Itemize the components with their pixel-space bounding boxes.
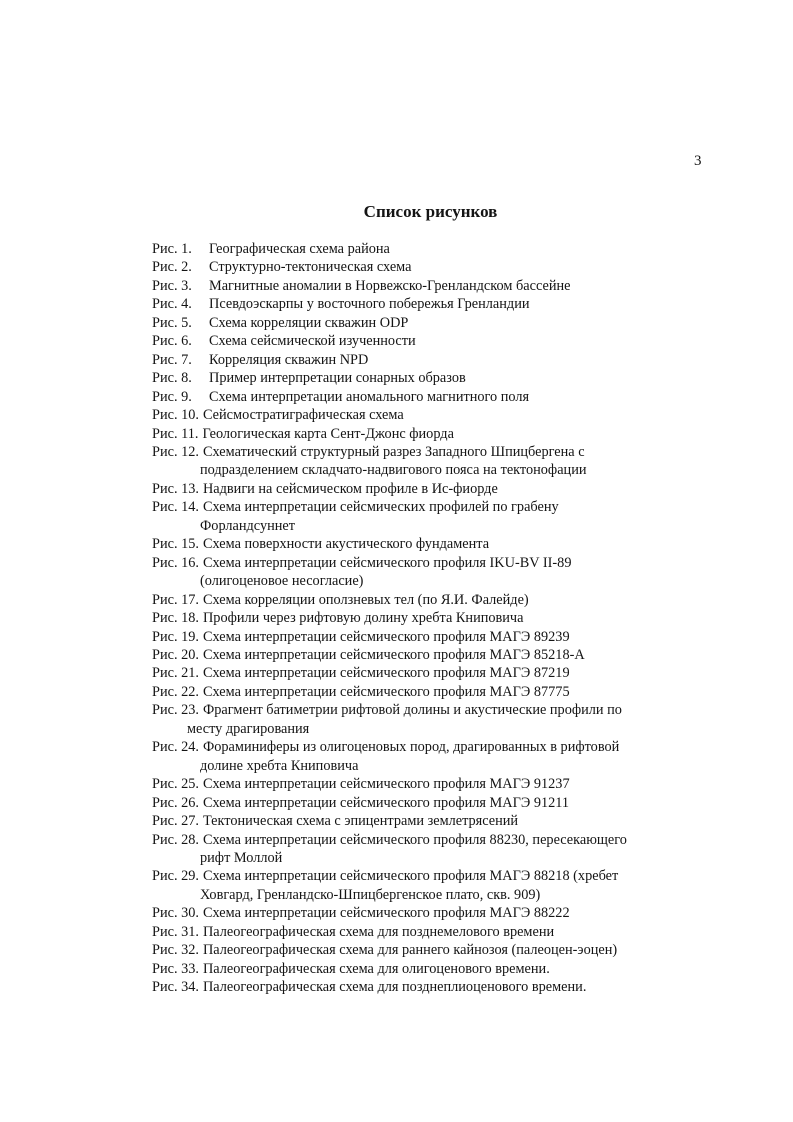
figure-item	[152, 701, 712, 738]
figure-item	[152, 554, 712, 591]
figure-number: Рис. 31.	[152, 923, 199, 940]
figure-number: Рис. 23.	[152, 702, 199, 719]
figure-caption: Структурно-тектоническая схема	[209, 259, 412, 276]
figure-number: Рис. 17.	[152, 591, 199, 608]
figure-number: Рис. 27.	[152, 813, 199, 830]
figure-item	[152, 240, 712, 258]
figure-caption: Схема интерпретации сейсмического профиля МАГЭ 87219	[202, 665, 570, 682]
figure-caption: Палеогеографическая схема для раннего кайнозоя (палеоцен-эоцен)	[202, 942, 618, 959]
figure-caption: Схема сейсмической изученности	[209, 333, 416, 350]
figure-number: Рис. 7.	[152, 351, 192, 368]
figure-item	[152, 351, 712, 369]
figure-number: Рис. 10.	[152, 407, 199, 424]
figure-caption: Схема интерпретации сейсмического профиля МАГЭ 89239	[202, 628, 570, 645]
figure-number: Рис. 1.	[152, 241, 192, 257]
figure-number: Рис. 24.	[152, 739, 199, 756]
figure-number: Рис. 2.	[152, 259, 192, 276]
figure-caption: Корреляция скважин NPD	[209, 351, 369, 368]
figure-item	[152, 941, 712, 959]
figure-number: Рис. 22.	[152, 683, 199, 700]
figure-list	[152, 240, 712, 997]
figure-number: Рис. 9.	[152, 388, 192, 405]
figure-item	[152, 904, 712, 922]
figure-item	[152, 978, 712, 996]
figure-number: Рис. 6.	[152, 333, 192, 350]
figure-caption: Схема интерпретации аномального магнитного поля	[209, 388, 530, 405]
figure-number: Рис. 34.	[152, 979, 199, 996]
figure-caption: Схема корреляции оползневых тел (по Я.И. Фалейде)	[202, 591, 529, 608]
figure-caption: Схема корреляции скважин ODP	[209, 314, 409, 331]
figure-caption-continuation: месту драгирования	[187, 720, 310, 737]
figure-number: Рис. 11.	[152, 425, 199, 442]
figure-number: Рис. 29.	[152, 868, 199, 885]
figure-caption: Фораминиферы из олигоценовых пород, драгированных в рифтовой	[202, 739, 620, 756]
figure-number: Рис. 13.	[152, 480, 199, 497]
figure-caption-continuation: (олигоценовое несогласие)	[200, 573, 364, 590]
figure-item	[152, 628, 712, 646]
figure-caption: Пример интерпретации сонарных образов	[209, 370, 466, 387]
figure-caption: Палеогеографическая схема для позднеплиоценового времени.	[202, 979, 587, 996]
figure-number: Рис. 18.	[152, 610, 199, 627]
figure-caption: Схема интерпретации сейсмических профилей по грабену	[202, 499, 559, 516]
figure-number: Рис. 8.	[152, 370, 192, 387]
figure-item	[152, 332, 712, 350]
figure-item	[152, 258, 712, 276]
figure-item	[152, 867, 712, 904]
figure-number: Рис. 19.	[152, 628, 199, 645]
figure-caption-continuation: долине хребта Книповича	[200, 757, 359, 774]
figure-caption: Псевдоэскарпы у восточного побережья Гренландии	[209, 296, 530, 313]
figure-item	[152, 388, 712, 406]
figure-caption: Геологическая карта Сент-Джонс фиорда	[202, 425, 454, 442]
figure-item	[152, 295, 712, 313]
figure-caption: Схема интерпретации сейсмического профиля МАГЭ 87775	[202, 683, 570, 700]
figure-number: Рис. 25.	[152, 776, 199, 793]
figure-caption: Географическая схема района	[209, 241, 390, 257]
figure-caption-continuation: Форландсуннет	[200, 517, 296, 534]
figure-item	[152, 480, 712, 498]
figure-item	[152, 369, 712, 387]
figure-item	[152, 775, 712, 793]
figure-number: Рис. 21.	[152, 665, 199, 682]
figure-number: Рис. 3.	[152, 277, 192, 294]
figure-number: Рис. 20.	[152, 646, 199, 663]
figure-caption: Профили через рифтовую долину хребта Книповича	[202, 610, 524, 627]
figure-number: Рис. 4.	[152, 296, 192, 313]
figure-caption: Палеогеографическая схема для олигоценового времени.	[202, 960, 550, 977]
figure-number: Рис. 26.	[152, 794, 199, 811]
figure-caption: Магнитные аномалии в Норвежско-Гренландском бассейне	[209, 277, 571, 294]
figure-item	[152, 609, 712, 627]
figure-item	[152, 664, 712, 682]
figure-item	[152, 646, 712, 664]
figure-caption-continuation: подразделением складчато-надвигового пояса на тектонофации	[200, 462, 587, 479]
figure-item	[152, 425, 712, 443]
figure-caption: Фрагмент батиметрии рифтовой долины и акустические профили по	[202, 702, 622, 719]
figure-number: Рис. 16.	[152, 554, 199, 571]
figure-caption-continuation: рифт Моллой	[200, 849, 283, 866]
figure-item	[152, 535, 712, 553]
figure-caption: Схема поверхности акустического фундамента	[202, 536, 490, 553]
figure-item	[152, 738, 712, 775]
figure-number: Рис. 30.	[152, 905, 199, 922]
figure-caption: Сейсмостратиграфическая схема	[202, 407, 404, 424]
figure-caption: Схема интерпретации сейсмического профиля МАГЭ 91211	[202, 794, 570, 811]
figure-number: Рис. 14.	[152, 499, 199, 516]
figure-caption: Схема интерпретации сейсмического профиля 88230, пересекающего	[202, 831, 627, 848]
figure-item	[152, 591, 712, 609]
page-title: Список рисунков	[363, 202, 498, 221]
figure-caption: Тектоническая схема с эпицентрами землетрясений	[202, 813, 519, 830]
figure-item	[152, 314, 712, 332]
figure-caption: Схема интерпретации сейсмического профиля IKU-BV II-89	[202, 554, 572, 571]
figure-number: Рис. 32.	[152, 942, 199, 959]
figure-number: Рис. 12.	[152, 443, 199, 460]
figure-number: Рис. 33.	[152, 960, 199, 977]
figure-item	[152, 831, 712, 868]
figure-caption: Схема интерпретации сейсмического профиля МАГЭ 91237	[202, 776, 570, 793]
figure-caption: Схема интерпретации сейсмического профиля МАГЭ 88218 (хребет	[202, 868, 619, 885]
figure-number: Рис. 15.	[152, 536, 199, 553]
figure-item	[152, 812, 712, 830]
figure-caption: Схематический структурный разрез Западного Шпицбергена с	[202, 443, 585, 460]
figure-item	[152, 960, 712, 978]
figure-item	[152, 794, 712, 812]
figure-caption: Палеогеографическая схема для позднемелового времени	[202, 923, 555, 940]
figure-item	[152, 498, 712, 535]
figure-item	[152, 683, 712, 701]
page-number: 3	[694, 153, 702, 169]
figure-number: Рис. 28.	[152, 831, 199, 848]
figure-item	[152, 277, 712, 295]
figure-number: Рис. 5.	[152, 314, 192, 331]
figure-caption: Надвиги на сейсмическом профиле в Ис-фиорде	[202, 480, 498, 497]
figure-caption: Схема интерпретации сейсмического профиля МАГЭ 85218-А	[202, 646, 585, 663]
figure-caption-continuation: Ховгард, Гренландско-Шпицбергенское плато, скв. 909)	[200, 886, 541, 903]
figure-item	[152, 406, 712, 424]
figure-item	[152, 923, 712, 941]
figure-item	[152, 443, 712, 480]
figure-caption: Схема интерпретации сейсмического профиля МАГЭ 88222	[202, 905, 570, 922]
